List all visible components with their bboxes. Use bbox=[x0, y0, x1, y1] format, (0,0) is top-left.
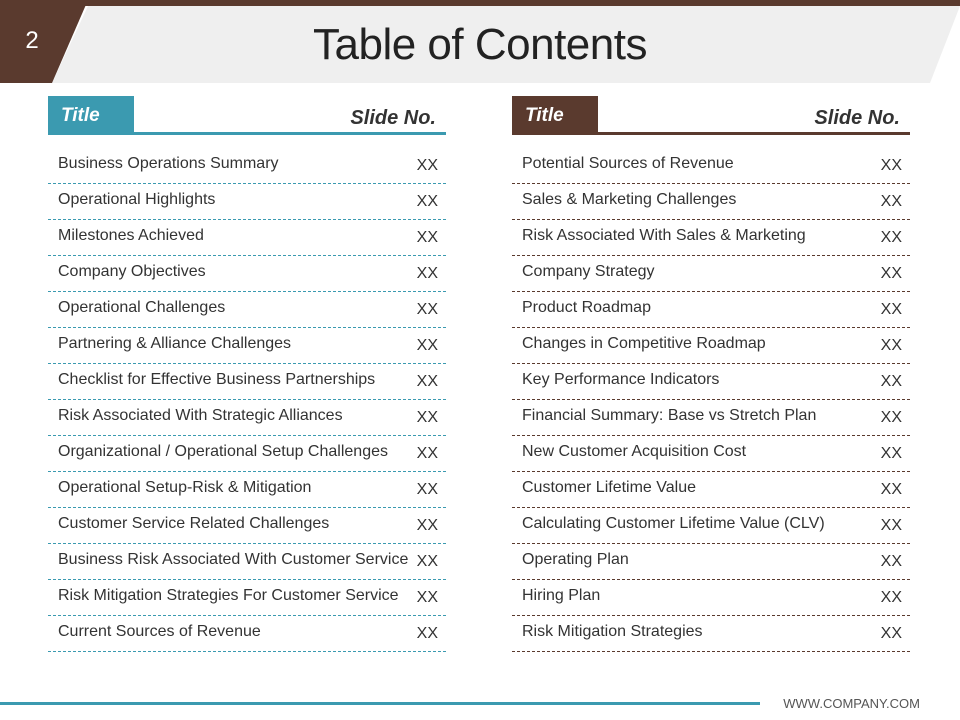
toc-item-slide: XX bbox=[416, 157, 438, 174]
header-slide-label: Slide No. bbox=[350, 107, 436, 129]
toc-row bbox=[512, 544, 910, 580]
toc-row bbox=[512, 328, 910, 364]
toc-row bbox=[48, 400, 446, 436]
toc-item-label: Operational Challenges bbox=[58, 299, 226, 316]
toc-left-table bbox=[48, 96, 446, 652]
toc-item-slide: XX bbox=[880, 337, 902, 354]
toc-item-slide: XX bbox=[416, 337, 438, 354]
toc-item-slide: XX bbox=[416, 265, 438, 282]
toc-item-slide: XX bbox=[416, 301, 438, 318]
toc-row bbox=[48, 184, 446, 220]
toc-row bbox=[48, 436, 446, 472]
top-accent-bar bbox=[0, 0, 960, 6]
header-title-label: Title bbox=[512, 96, 598, 132]
toc-item-slide: XX bbox=[880, 373, 902, 390]
toc-row bbox=[512, 508, 910, 544]
toc-item-slide: XX bbox=[880, 625, 902, 642]
toc-row bbox=[48, 580, 446, 616]
toc-item-label: Milestones Achieved bbox=[58, 227, 204, 244]
toc-item-slide: XX bbox=[880, 553, 902, 570]
toc-row bbox=[512, 400, 910, 436]
toc-right-rows bbox=[512, 148, 910, 652]
toc-item-slide: XX bbox=[880, 409, 902, 426]
toc-item-label: Operational Setup-Risk & Mitigation bbox=[58, 479, 312, 496]
toc-item-slide: XX bbox=[416, 517, 438, 534]
header-slide-label: Slide No. bbox=[814, 107, 900, 129]
toc-item-label: Changes in Competitive Roadmap bbox=[522, 335, 766, 352]
toc-item-slide: XX bbox=[416, 553, 438, 570]
toc-item-label: Operating Plan bbox=[522, 551, 629, 568]
toc-item-label: Risk Associated With Strategic Alliances bbox=[58, 407, 343, 424]
toc-row bbox=[48, 472, 446, 508]
page-number: 2 bbox=[25, 27, 39, 54]
toc-row bbox=[48, 292, 446, 328]
toc-item-label: Company Strategy bbox=[522, 263, 655, 280]
toc-item-label: Checklist for Effective Business Partnerships bbox=[58, 371, 376, 388]
toc-row bbox=[512, 220, 910, 256]
toc-item-slide: XX bbox=[880, 589, 902, 606]
toc-row bbox=[48, 256, 446, 292]
toc-right-header bbox=[512, 96, 910, 135]
footer-website: WWW.COMPANY.COM bbox=[783, 696, 920, 711]
toc-item-label: Customer Service Related Challenges bbox=[58, 515, 330, 532]
toc-item-slide: XX bbox=[416, 445, 438, 462]
toc-row bbox=[48, 544, 446, 580]
toc-item-label: Business Risk Associated With Customer Service bbox=[58, 551, 409, 568]
toc-row bbox=[512, 616, 910, 652]
toc-item-slide: XX bbox=[880, 517, 902, 534]
toc-row bbox=[48, 328, 446, 364]
toc-item-label: Business Operations Summary bbox=[58, 155, 279, 172]
toc-item-label: Risk Mitigation Strategies bbox=[522, 623, 703, 640]
toc-item-label: Organizational / Operational Setup Challenges bbox=[58, 443, 388, 460]
toc-row bbox=[512, 436, 910, 472]
toc-row bbox=[512, 364, 910, 400]
toc-right-table bbox=[512, 96, 910, 652]
page-title: Table of Contents bbox=[313, 20, 647, 69]
toc-item-slide: XX bbox=[416, 373, 438, 390]
toc-item-label: Financial Summary: Base vs Stretch Plan bbox=[522, 407, 817, 424]
toc-row bbox=[48, 508, 446, 544]
toc-item-slide: XX bbox=[880, 229, 902, 246]
toc-item-slide: XX bbox=[416, 229, 438, 246]
header-title-label: Title bbox=[48, 96, 134, 132]
toc-left-rows bbox=[48, 148, 446, 652]
toc-item-label: Current Sources of Revenue bbox=[58, 623, 261, 640]
toc-item-label: Risk Associated With Sales & Marketing bbox=[522, 227, 806, 244]
toc-row bbox=[48, 364, 446, 400]
toc-item-label: Company Objectives bbox=[58, 263, 206, 280]
footer-divider bbox=[0, 702, 760, 705]
toc-item-slide: XX bbox=[416, 409, 438, 426]
toc-item-slide: XX bbox=[416, 481, 438, 498]
toc-item-slide: XX bbox=[880, 481, 902, 498]
toc-row bbox=[512, 256, 910, 292]
toc-item-label: Customer Lifetime Value bbox=[522, 479, 696, 496]
toc-left-header bbox=[48, 96, 446, 135]
toc-item-label: Product Roadmap bbox=[522, 299, 651, 316]
toc-item-slide: XX bbox=[416, 589, 438, 606]
toc-row bbox=[512, 184, 910, 220]
toc-row bbox=[512, 580, 910, 616]
toc-item-slide: XX bbox=[416, 625, 438, 642]
toc-item-slide: XX bbox=[880, 265, 902, 282]
toc-row bbox=[512, 148, 910, 184]
toc-item-slide: XX bbox=[880, 301, 902, 318]
toc-item-label: Risk Mitigation Strategies For Customer Service bbox=[58, 587, 399, 604]
toc-row bbox=[48, 616, 446, 652]
toc-item-slide: XX bbox=[880, 445, 902, 462]
toc-item-label: Calculating Customer Lifetime Value (CLV) bbox=[522, 515, 825, 532]
toc-item-label: Sales & Marketing Challenges bbox=[522, 191, 737, 208]
toc-item-slide: XX bbox=[416, 193, 438, 210]
toc-row bbox=[512, 472, 910, 508]
toc-item-slide: XX bbox=[880, 193, 902, 210]
toc-item-label: New Customer Acquisition Cost bbox=[522, 443, 747, 460]
toc-item-label: Operational Highlights bbox=[58, 191, 216, 208]
toc-row bbox=[48, 220, 446, 256]
toc-item-slide: XX bbox=[880, 157, 902, 174]
toc-item-label: Potential Sources of Revenue bbox=[522, 155, 734, 172]
toc-item-label: Key Performance Indicators bbox=[522, 371, 720, 388]
toc-item-label: Partnering & Alliance Challenges bbox=[58, 335, 292, 352]
toc-row bbox=[512, 292, 910, 328]
toc-row bbox=[48, 148, 446, 184]
toc-item-label: Hiring Plan bbox=[522, 587, 601, 604]
